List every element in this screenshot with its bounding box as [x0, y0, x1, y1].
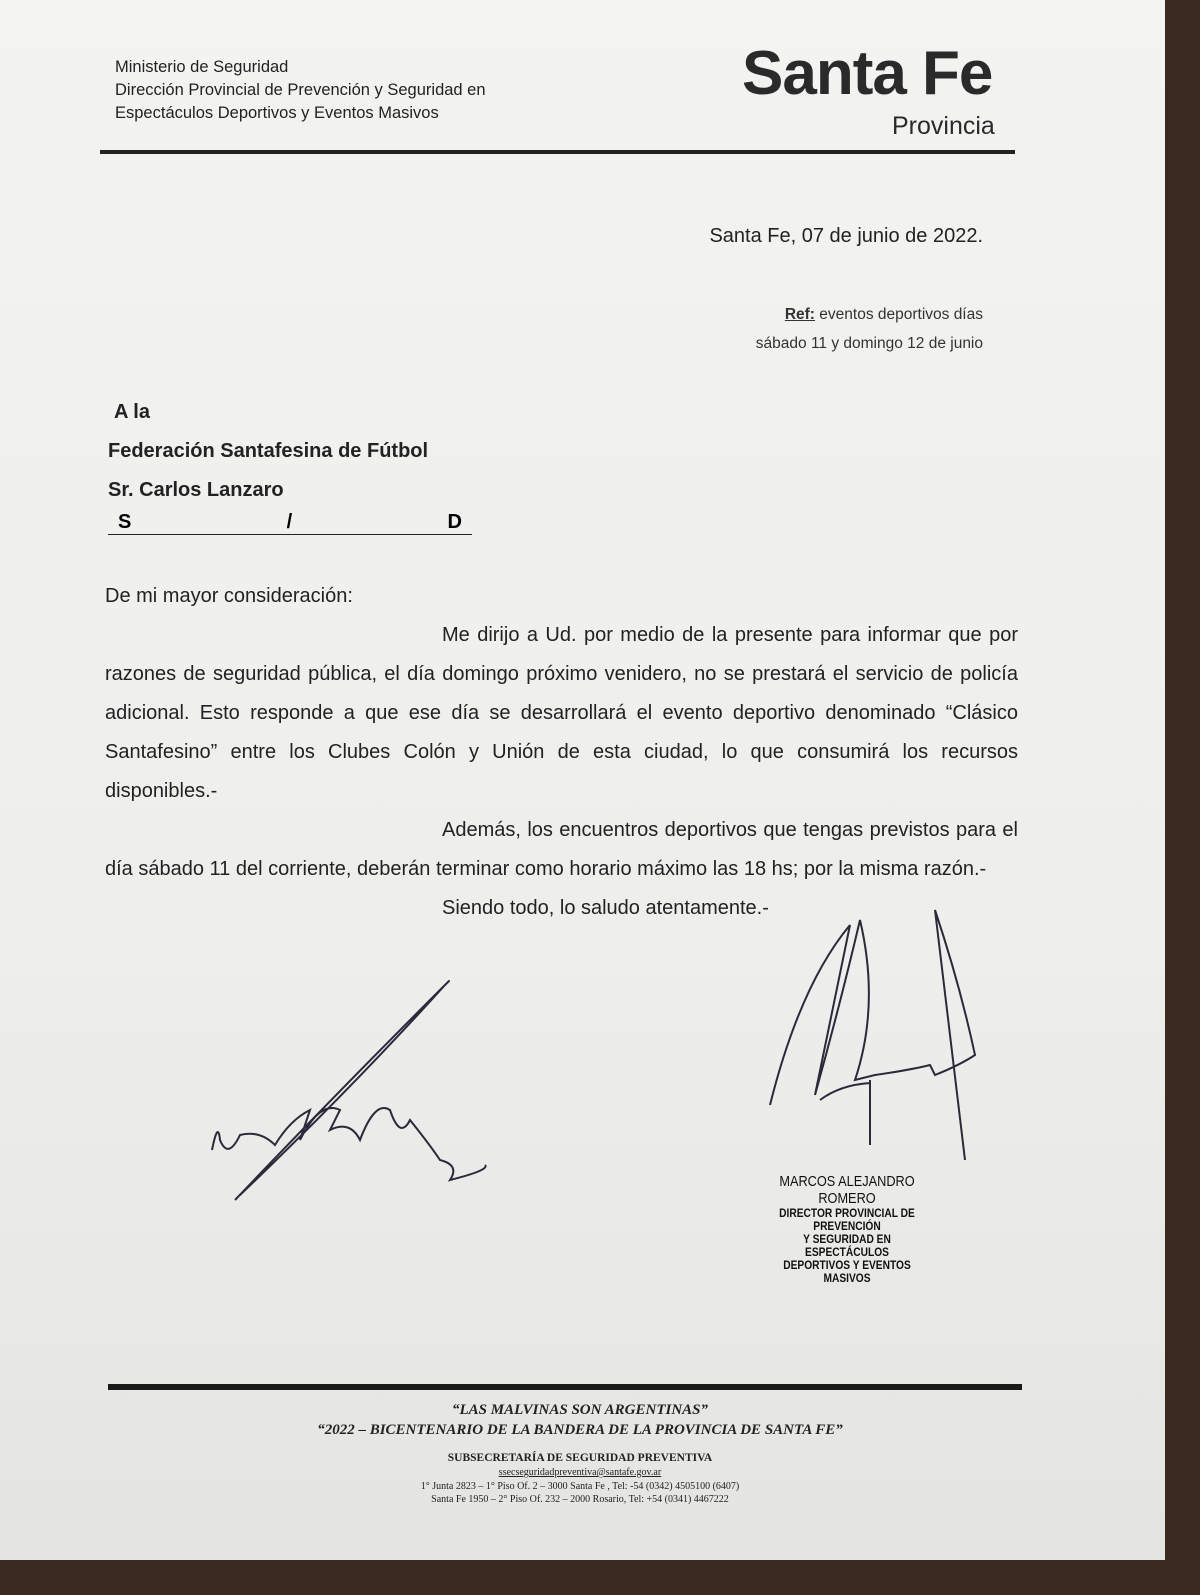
closing: Siendo todo, lo saludo atentamente.-: [442, 897, 769, 919]
signatory-stamp: [762, 1173, 932, 1285]
su-despacho: [108, 510, 472, 535]
recipient-block: [108, 393, 428, 510]
letterhead-ministry: [115, 56, 486, 125]
header-divider: [100, 150, 1015, 154]
footer-office: SUBSECRETARÍA DE SEGURIDAD PREVENTIVA: [447, 1452, 713, 1464]
paragraph-1: Me dirijo a Ud. por medio de la presente para informar que por razones de seguridad pública, el día domingo próximo venidero, no se prestará el servicio de policía adicional. Esto responde a que ese día se desarrollará el evento deportivo denominado “Clásico Santafesino” entre los Clubes Colón y Unión de esta ciudad, lo que consumirá los recursos disponibles.-: [105, 624, 1018, 802]
sd-slash: /: [286, 511, 293, 533]
signatory-title: DIRECTOR PROVINCIAL DE PREVENCIÓN: [779, 1206, 915, 1233]
signatory-title-2: Y SEGURIDAD EN ESPECTÁCULOS: [803, 1232, 891, 1259]
reference: [756, 300, 983, 358]
footer-email[interactable]: ssecseguridadpreventiva@santafe.gov.ar: [498, 1467, 662, 1478]
footer-divider: [108, 1384, 1022, 1390]
footer-address-2: Santa Fe 1950 – 2° Piso Of. 232 – 2000 Rosario, Tel: +54 (0341) 4467222: [431, 1494, 729, 1505]
sd-d: D: [447, 511, 462, 533]
signature-right: [760, 905, 990, 1165]
signature-left: [200, 970, 500, 1210]
signatory-name: MARCOS ALEJANDRO ROMERO: [779, 1173, 915, 1207]
ministry-line: Ministerio de Seguridad: [115, 58, 289, 76]
letter-body: [105, 577, 1018, 928]
footer-motto-2: “2022 – BICENTENARIO DE LA BANDERA DE LA PROVINCIA DE SANTA FE”: [317, 1422, 843, 1438]
footer-address-1: 1° Junta 2823 – 1° Piso Of. 2 – 3000 Santa Fe , Tel: -54 (0342) 4505100 (6407): [420, 1481, 740, 1492]
recipient-name: Sr. Carlos Lanzaro: [108, 479, 284, 501]
ref-label: Ref:: [784, 306, 815, 323]
ref-line-2: sábado 11 y domingo 12 de junio: [755, 335, 983, 352]
letter-date: Santa Fe, 07 de junio de 2022.: [709, 225, 983, 247]
signatory-title-3: DEPORTIVOS Y EVENTOS MASIVOS: [783, 1258, 911, 1285]
santa-fe-logo-sub: Provincia: [892, 112, 995, 140]
recipient-org: Federación Santafesina de Fútbol: [108, 440, 429, 462]
paragraph-2: Además, los encuentros deportivos que tengas previstos para el día sábado 11 del corriente, deberán terminar como horario máximo las 18 hs; por la misma razón.-: [105, 819, 1018, 880]
direction-line: Dirección Provincial de Prevención y Seguridad en: [115, 81, 486, 99]
direction-line-2: Espectáculos Deportivos y Eventos Masivos: [115, 104, 439, 122]
greeting: De mi mayor consideración:: [105, 585, 353, 607]
recipient-line: A la: [114, 401, 150, 423]
santa-fe-logo: Santa Fe: [742, 39, 993, 108]
footer-motto-1: “LAS MALVINAS SON ARGENTINAS”: [451, 1402, 709, 1418]
sd-s: S: [118, 511, 132, 533]
ref-line-1: eventos deportivos días: [814, 306, 983, 323]
